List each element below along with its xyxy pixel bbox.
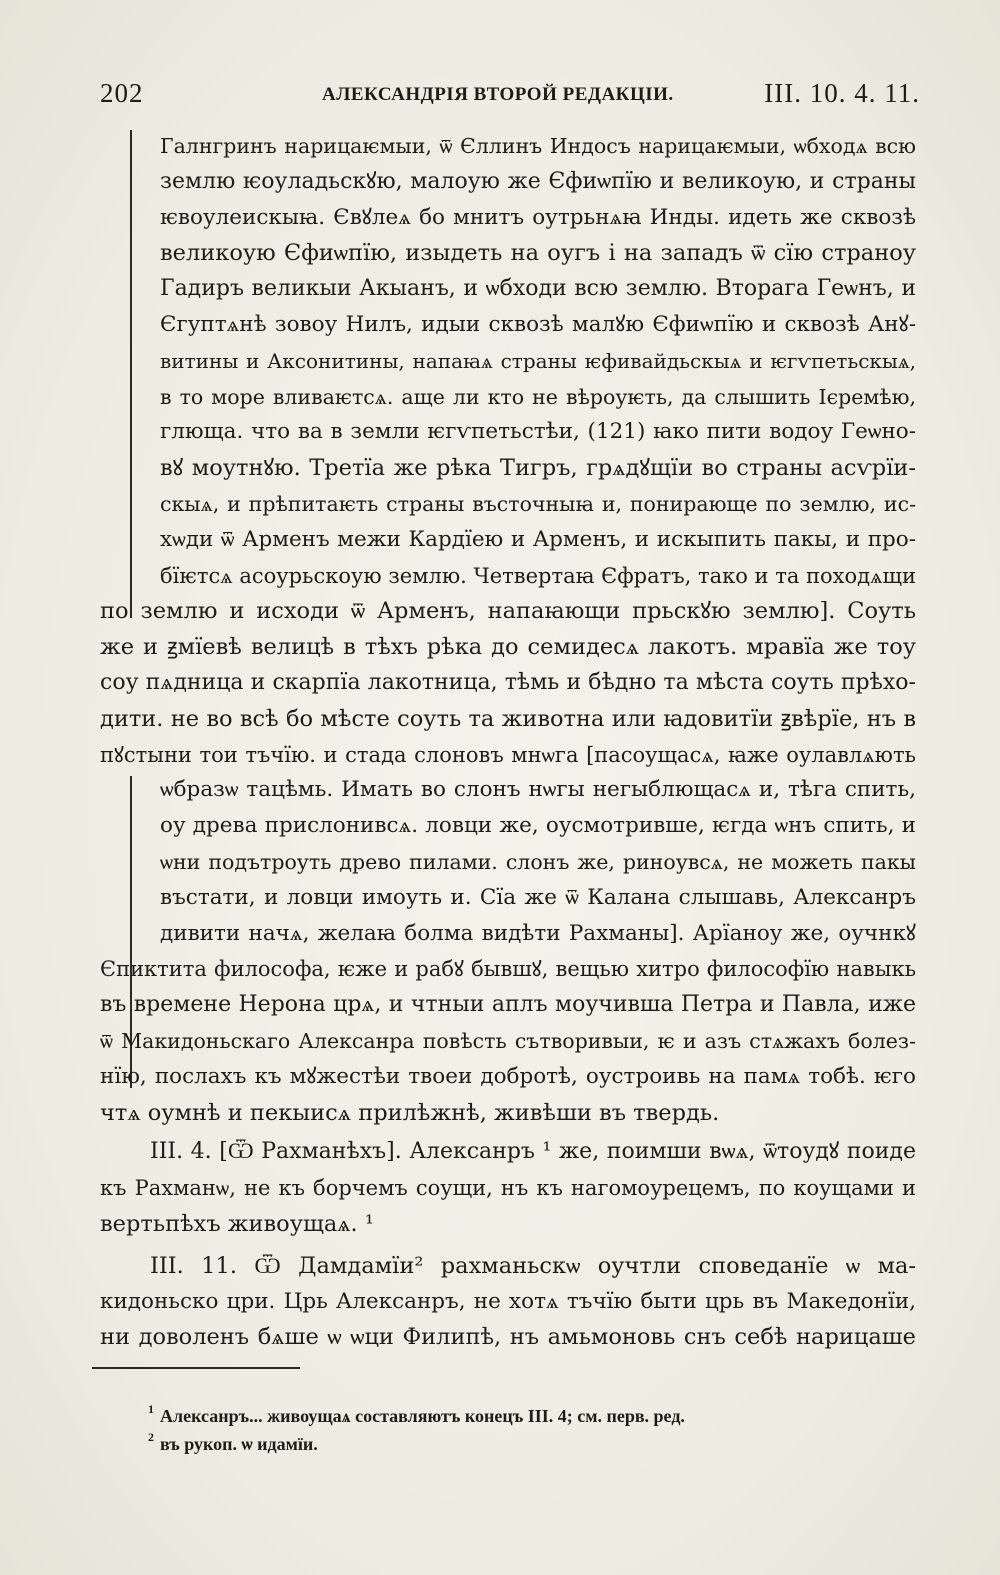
text-line: ѡни подътроуть древо пилами. слонъ же, риноувсѧ, не можеть пакы <box>160 850 916 874</box>
footnote-2: $^2$ въ рукоп. ѡ идамїи. <box>148 1430 318 1454</box>
text-line: вꙋ моутнꙋю. Третїа же рѣка Тигръ, грѧдꙋщїи во страны асѵрїи- <box>160 455 916 481</box>
text-line: соу пѧдница и скарпїа лакотница, тѣмь и бѣдно та мѣста соуть прѣхо- <box>100 670 916 695</box>
text-line: бїѥтсѧ асоурьскоую землю. Четвертаꙗ Єфратъ, тако и та походѧщи <box>160 564 916 588</box>
bracket-bar-upper <box>130 130 132 618</box>
text-line: оу древа прислонивсѧ. ловци же, оусмотривше, ѥгда ѡнъ спить, и <box>160 813 916 838</box>
page-header <box>100 78 920 118</box>
text-line: великоую Єфиѡпїю, изыдеть на оугъ і на западъ ѿ сїю страноу <box>160 240 916 266</box>
text-line: Єпиктита философа, ѥже и рабꙋ бывшꙋ, вещью хитро философїю навыкь <box>100 957 916 981</box>
text-line: въстати, и ловци имоуть и. Сїа же ѿ Калана слышавь, Алексанръ <box>160 885 916 910</box>
text-line: по землю и исходи ѿ Арменъ, напаꙗющи прьскꙋю землю]. Соуть <box>100 598 916 624</box>
footnote-rule <box>92 1367 300 1369</box>
text-line: чтѧ оумнѣ и пекыисѧ прилѣжнѣ, живѣши въ твердь. <box>100 1100 720 1126</box>
text-line: же и ꙃмїевѣ велицѣ в тѣхъ рѣка до семидесѧ лакотъ. мравїа же тоу <box>100 634 916 660</box>
text-line: ѿ Макидоньскаго Алексанра повѣсть сътворивыи, ѥ и азъ стѧжахъ болез- <box>100 1029 916 1053</box>
text-line: кидоньско цри. Црь Алексанръ, не хотѧ тъчїю быти црь въ Македонїи, <box>100 1289 916 1314</box>
text-line: в то море вливаѥтсѧ. аще ли кто не вѣроуѥть, да слышить Ієремѣю, <box>160 385 916 409</box>
text-line: ѡбразѡ тацѣмь. Имать во слонъ нѡгы негыблющасѧ и, тѣга спить, <box>160 777 916 802</box>
text-line: вертьпѣхъ живоущаѧ. ¹ <box>100 1211 374 1237</box>
text-line: землю ѥоуладьскꙋю, малоую же Єфиѡпїю и великоую, и страны <box>160 169 916 194</box>
text-line: Єгуптѧнѣ зовоу Нилъ, идыи сквозѣ малꙋю Єфиѡпїю и сквозѣ Анꙋ- <box>160 312 916 337</box>
text-line: нїю, послахъ къ мꙋжестѣи твоеи добротѣ, оустроивь на памѧ тобѣ. ѥго <box>100 1064 916 1089</box>
text-line: III. 11. Ѿ Дамдамїи² рахманьскѡ оучтли споведанїе ѡ ма- <box>150 1253 916 1279</box>
text-line: Галнгринъ нарицаѥмыи, ѿ Єллинъ Индосъ нарицаѥмыи, ѡбходѧ всю <box>160 134 916 158</box>
page-number: 202 <box>100 78 144 108</box>
running-title: АЛЕКСАНДРІЯ ВТОРОЙ РЕДАКЦІИ. <box>322 84 674 105</box>
text-block <box>100 130 920 1350</box>
text-line: дивити начѧ, желаꙗ болма видѣти Рахманы]. Арїаноу же, оучнкꙋ <box>160 921 916 946</box>
text-line: хѡди ѿ Арменъ межи Кардїею и Арменъ, и искыпить пакы, и про- <box>160 527 916 552</box>
text-line: дити. не во всѣ бо мѣсте соуть та животна или ꙗдовитїи ꙃвѣрїе, нъ в <box>100 706 916 732</box>
footnote-1: $^1$ Алексанръ... живоущаѧ составляютъ конецъ III. 4; см. перв. ред. <box>148 1402 685 1426</box>
text-line: скыѧ, и прѣпитаѥть страны въсточныꙗ и, понирающе по землю, ис- <box>160 492 916 516</box>
text-line: витины и Аксонитины, напаꙗѧ страны ѥфивайдьскыѧ и ѥгѵпетьскыѧ, <box>160 349 916 373</box>
text-line: въ времене Нерона црѧ, и чтныи аплъ моучивша Петра и Павла, иже <box>100 992 916 1017</box>
text-line: глюща. что ва в земли ѥгѵпетьстѣи, (121) ꙗко пити водоу Геѡно- <box>160 419 916 444</box>
section-reference: III. 10. 4. 11. <box>764 78 920 108</box>
text-line: III. 4. [Ѿ Рахманѣхъ]. Алексанръ ¹ же, поимши вѡѧ, ѿтоудꙋ поиде <box>150 1139 916 1164</box>
text-line: ни доволенъ бѧше ѡ ѡци Филипѣ, нъ амьмоновь снъ себѣ нарицаше <box>100 1324 916 1350</box>
text-line: ѥвоулеискыꙗ. Євꙋлеѧ бо мнитъ оутрьнѧꙗ Инды. идеть же сквозѣ <box>160 205 916 230</box>
text-line: пꙋстыни тои тъчїю. и стада слоновъ мнѡга [пасоущасѧ, ꙗже оулавлѧють <box>100 743 916 767</box>
text-line: къ Рахманѡ, не къ борчемъ соущи, нъ къ нагомоурецемъ, по коущами и <box>100 1176 916 1200</box>
text-line: Гадиръ великыи Акыанъ, и ѡбходи всю землю. Вторага Геѡнъ, и <box>160 276 916 301</box>
